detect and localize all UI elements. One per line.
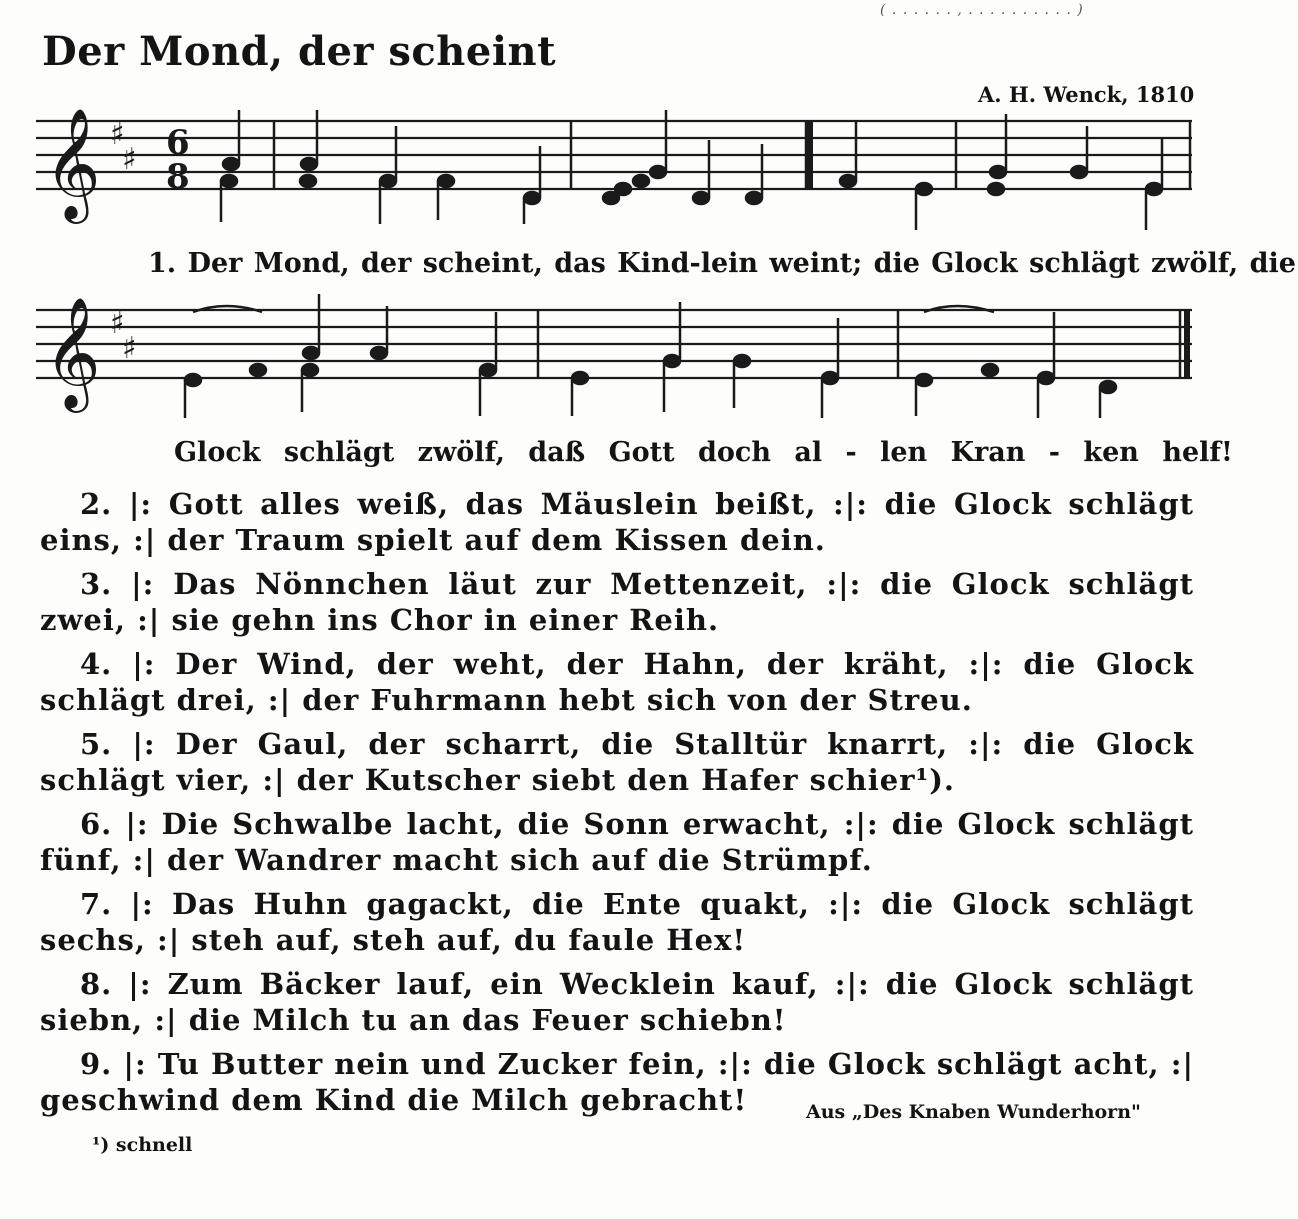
verse-7: 7. |: Das Huhn gagackt, die Ente quakt, :|: die Glock schlägt sechs, :| steh auf, steh auf, du faule Hex! — [40, 887, 1194, 957]
time-signature-top: 6 — [166, 123, 190, 163]
verse-3: 3. |: Das Nönnchen läut zur Mettenzeit, :|: die Glock schlägt zwei, :| sie gehn ins Chor in einer Reih. — [40, 567, 1194, 637]
verse-8: 8. |: Zum Bäcker lauf, ein Wecklein kauf, :|: die Glock schlägt siebn, :| die Milch tu an das Feuer schiebn! — [40, 967, 1194, 1037]
verse-9: 9. |: Tu Butter nein und Zucker fein, :|: die Glock schlägt acht, :| geschwind dem Kind die Milch gebracht! — [40, 1047, 1194, 1117]
lyric-line-2: Glock schlägt zwölf, daß Gott doch al - len Kran - ken helf! — [174, 437, 1233, 468]
source-credit: Aus „Des Knaben Wunderhorn" — [806, 1101, 1141, 1123]
sharp-icon: ♯ — [110, 117, 125, 152]
music-staff-2 — [36, 282, 1196, 432]
sharp-icon: ♯ — [122, 331, 137, 366]
verse-2: 2. |: Gott alles weiß, das Mäuslein beißt, :|: die Glock schlägt eins, :| der Traum spielt auf dem Kissen dein. — [40, 487, 1194, 557]
verse-4: 4. |: Der Wind, der weht, der Hahn, der kräht, :|: die Glock schlägt drei, :| der Fuhrmann hebt sich von der Streu. — [40, 647, 1194, 717]
treble-clef-icon: 𝄞 — [44, 107, 101, 219]
verse-6: 6. |: Die Schwalbe lacht, die Sonn erwacht, :|: die Glock schlägt fünf, :| der Wandrer macht sich auf die Strümpf. — [40, 807, 1194, 877]
verse-5: 5. |: Der Gaul, der scharrt, die Stalltür knarrt, :|: die Glock schlägt vier, :| der Kutscher siebt den Hafer schier¹). — [40, 727, 1194, 797]
header-fragment: ( . . . . . . , . . . . . . . . . . ) — [880, 2, 1084, 18]
verses-block — [40, 486, 1194, 1126]
footnote: ¹) schnell — [92, 1134, 193, 1156]
page-title: Der Mond, der scheint — [42, 28, 557, 75]
lyric-line-1: 1. Der Mond, der scheint, das Kind-lein weint; die Glock schlägt zwölf, die — [148, 248, 1296, 279]
composer: A. H. Wenck, 1810 — [978, 82, 1195, 107]
sharp-icon: ♯ — [122, 142, 137, 177]
time-signature-bottom: 8 — [166, 157, 190, 197]
music-staff-1 — [36, 90, 1196, 240]
treble-clef-icon: 𝄞 — [44, 296, 101, 408]
sharp-icon: ♯ — [110, 306, 125, 341]
